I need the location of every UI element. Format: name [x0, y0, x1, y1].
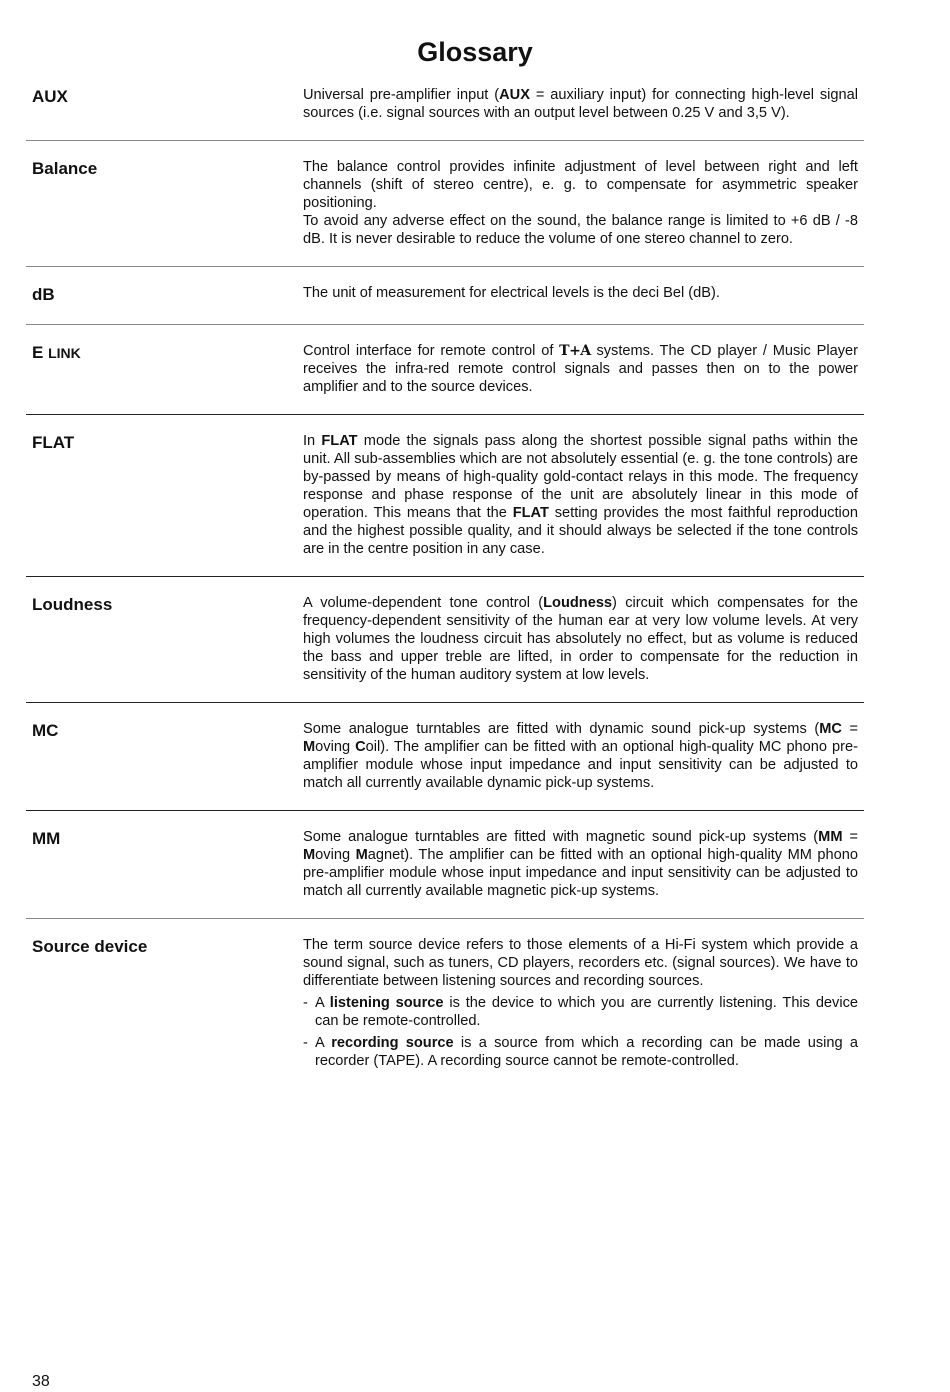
list-item: - A listening source is the device to which you are currently listening. This device can be remote-controlled.	[303, 995, 859, 1029]
brand-logo: T+A	[559, 343, 591, 359]
definition: Some analogue turntables are fitted with dynamic sound pick-up systems (MC = Moving Coil). The amplifier can be fitted with an optional high-quality MC phono pre-amplifier module whose input impedance and input sensitivity can be adjusted to match all currently available dynamic pick-up systems.	[303, 721, 859, 791]
definition: Control interface for remote control of T+A systems. The CD player / Music Player receives the infra-red remote control signals and passes then on to the power amplifier and to the source devices.	[303, 343, 858, 395]
term: Balance	[32, 159, 98, 178]
page-title: Glossary	[417, 37, 533, 67]
term: Source device	[32, 937, 148, 956]
list-item: - A recording source is a source from which a recording can be made using a recorder (TAPE). A recording source cannot be remote-controlled.	[303, 1035, 859, 1069]
definition: Universal pre-amplifier input (AUX = auxiliary input) for connecting high-level signal sources (i.e. signal sources with an output level between 0.25 V and 3,5 V).	[303, 87, 858, 121]
term: AUX	[32, 87, 68, 106]
glossary-entry-mc	[26, 703, 864, 811]
definition: A volume-dependent tone control (Loudness) circuit which compensates for the frequency-dependent sensitivity of the human ear at very low volume levels. At very high volumes the loudness circuit has absolutely no effect, but as volume is reduced the bass and upper treble are lifted, in order to compensate for the reduction in sensitivity of the human auditory system at low levels.	[303, 595, 858, 683]
term: MC	[32, 721, 59, 740]
definition: In FLAT mode the signals pass along the shortest possible signal paths within the unit. All sub-assemblies which are not absolutely essential (e. g. the tone controls) are by-passed by means of high-quality gold-contact relays in this mode. The frequency response and phase response of the unit are absolutely linear in this mode of operation. This means that the FLAT setting provides the most faithful reproduction and the highest possible quality, and it should always be selected if the tone controls are in the centre position in any case.	[303, 433, 858, 557]
definition: Some analogue turntables are fitted with magnetic sound pick-up systems (MM = Moving Magnet). The amplifier can be fitted with an optional high-quality MM phono pre-amplifier module whose input impedance and input sensitivity can be adjusted to match all currently available magnetic pick-up systems.	[303, 829, 859, 899]
term: Loudness	[32, 595, 113, 614]
term: dB	[32, 285, 55, 304]
glossary-entry-aux	[26, 86, 864, 141]
glossary-entry-flat	[26, 415, 864, 577]
glossary-entry-source-device	[26, 919, 864, 1092]
definition: The unit of measurement for electrical levels is the deci Bel (dB).	[303, 285, 720, 301]
glossary-entry-balance	[26, 141, 864, 267]
term: MM	[32, 829, 61, 848]
definition: The balance control provides infinite adjustment of level between right and left channels (shift of stereo centre), e. g. to compensate for asymmetric speaker positioning. To avoid any adverse effect on the sound, the balance range is limited to +6 dB / -8 dB. It is never desirable to reduce the volume of one stereo channel to zero.	[303, 159, 858, 247]
glossary-entry-mm	[26, 811, 864, 919]
page-number: 38	[32, 1373, 50, 1390]
glossary-entry-elink	[26, 325, 864, 415]
definition: The term source device refers to those elements of a Hi-Fi system which provide a sound signal, such as tuners, CD players, recorders etc. (signal sources). We have to differentiate between listening sources and recording sources. - A listening source is the device to which you are currently listening. This device can be remote-controlled. - A recording source is a source from which a recording can be made using a recorder (TAPE). A recording source cannot be remote-controlled.	[303, 937, 859, 1069]
term: E LINK	[32, 343, 81, 362]
term: FLAT	[32, 433, 75, 452]
glossary-entry-db	[26, 267, 864, 325]
glossary-list	[26, 86, 864, 1092]
glossary-entry-loudness	[26, 577, 864, 703]
source-type-list	[303, 994, 858, 1070]
